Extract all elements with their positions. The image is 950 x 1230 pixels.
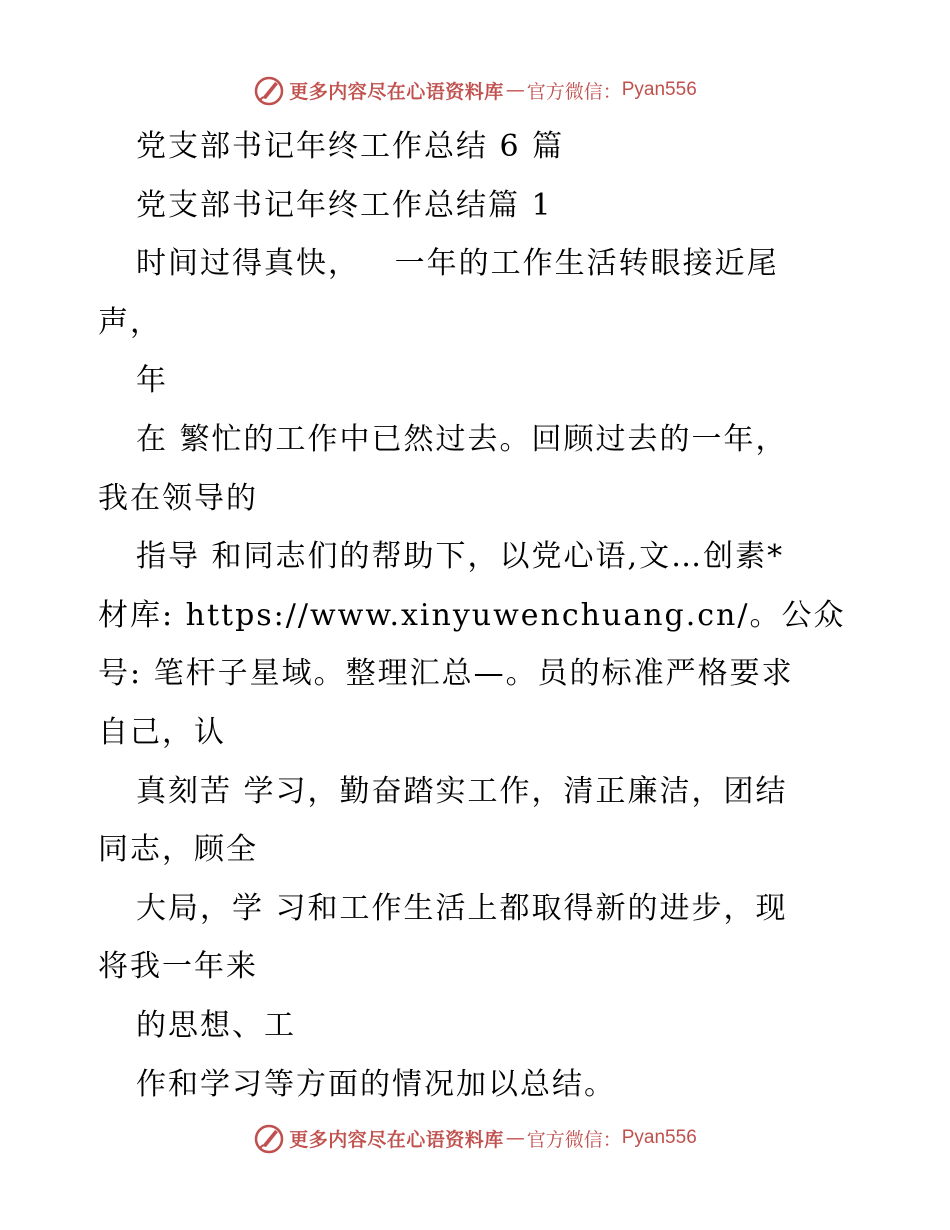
text-line: 真刻苦 学习，勤奋踏实工作，清正廉洁，团结 bbox=[136, 773, 788, 809]
header-wechat-id: Pyan556 bbox=[621, 79, 697, 100]
text-line: 大局，学 习和工作生活上都取得新的进步，现 bbox=[136, 890, 788, 926]
text-line: 在 繁忙的工作中已然过去。回顾过去的一年， bbox=[136, 421, 788, 457]
text-line: 号: 笔杆子星域。整理汇总—。员的标准严格要求 bbox=[98, 656, 794, 692]
text-line: 我在领导的 bbox=[98, 480, 258, 516]
text-line: 年 bbox=[136, 363, 168, 399]
text-line: 同志，顾全 bbox=[98, 832, 258, 868]
quill-logo-icon bbox=[253, 74, 285, 106]
footer-wechat-id: Pyan556 bbox=[621, 1127, 697, 1148]
footer-banner bbox=[0, 1118, 950, 1158]
document-title: 党支部书记年终工作总结 6 篇 bbox=[136, 129, 565, 164]
text-line-url: 材库: https://www.xinyuwenchuang.cn/。公众 bbox=[98, 597, 846, 633]
footer-dash: — bbox=[505, 1127, 525, 1149]
footer-official-label: 官方微信： bbox=[526, 1128, 622, 1151]
text-line: 将我一年来 bbox=[98, 949, 258, 985]
document-body bbox=[98, 118, 858, 1114]
header-brand-text: 更多内容尽在心语资料库 bbox=[289, 80, 504, 103]
quill-logo-icon bbox=[253, 1122, 285, 1154]
section-heading: 党支部书记年终工作总结篇 1 bbox=[136, 187, 553, 223]
text-line: 的思想、工 bbox=[136, 1007, 296, 1043]
text-line: 时间过得真快， 一年的工作生活转眼接近尾 bbox=[136, 246, 779, 282]
header-dash: — bbox=[505, 79, 525, 101]
text-line: 自己，认 bbox=[98, 714, 226, 750]
text-line: 声， bbox=[98, 304, 162, 340]
text-line: 作和学习等方面的情况加以总结。 bbox=[136, 1066, 616, 1102]
header-banner bbox=[0, 70, 950, 110]
footer-brand-text: 更多内容尽在心语资料库 bbox=[289, 1128, 504, 1151]
header-official-label: 官方微信： bbox=[526, 80, 622, 103]
text-line: 指导 和同志们的帮助下，以党心语,文…创素* bbox=[136, 539, 785, 575]
